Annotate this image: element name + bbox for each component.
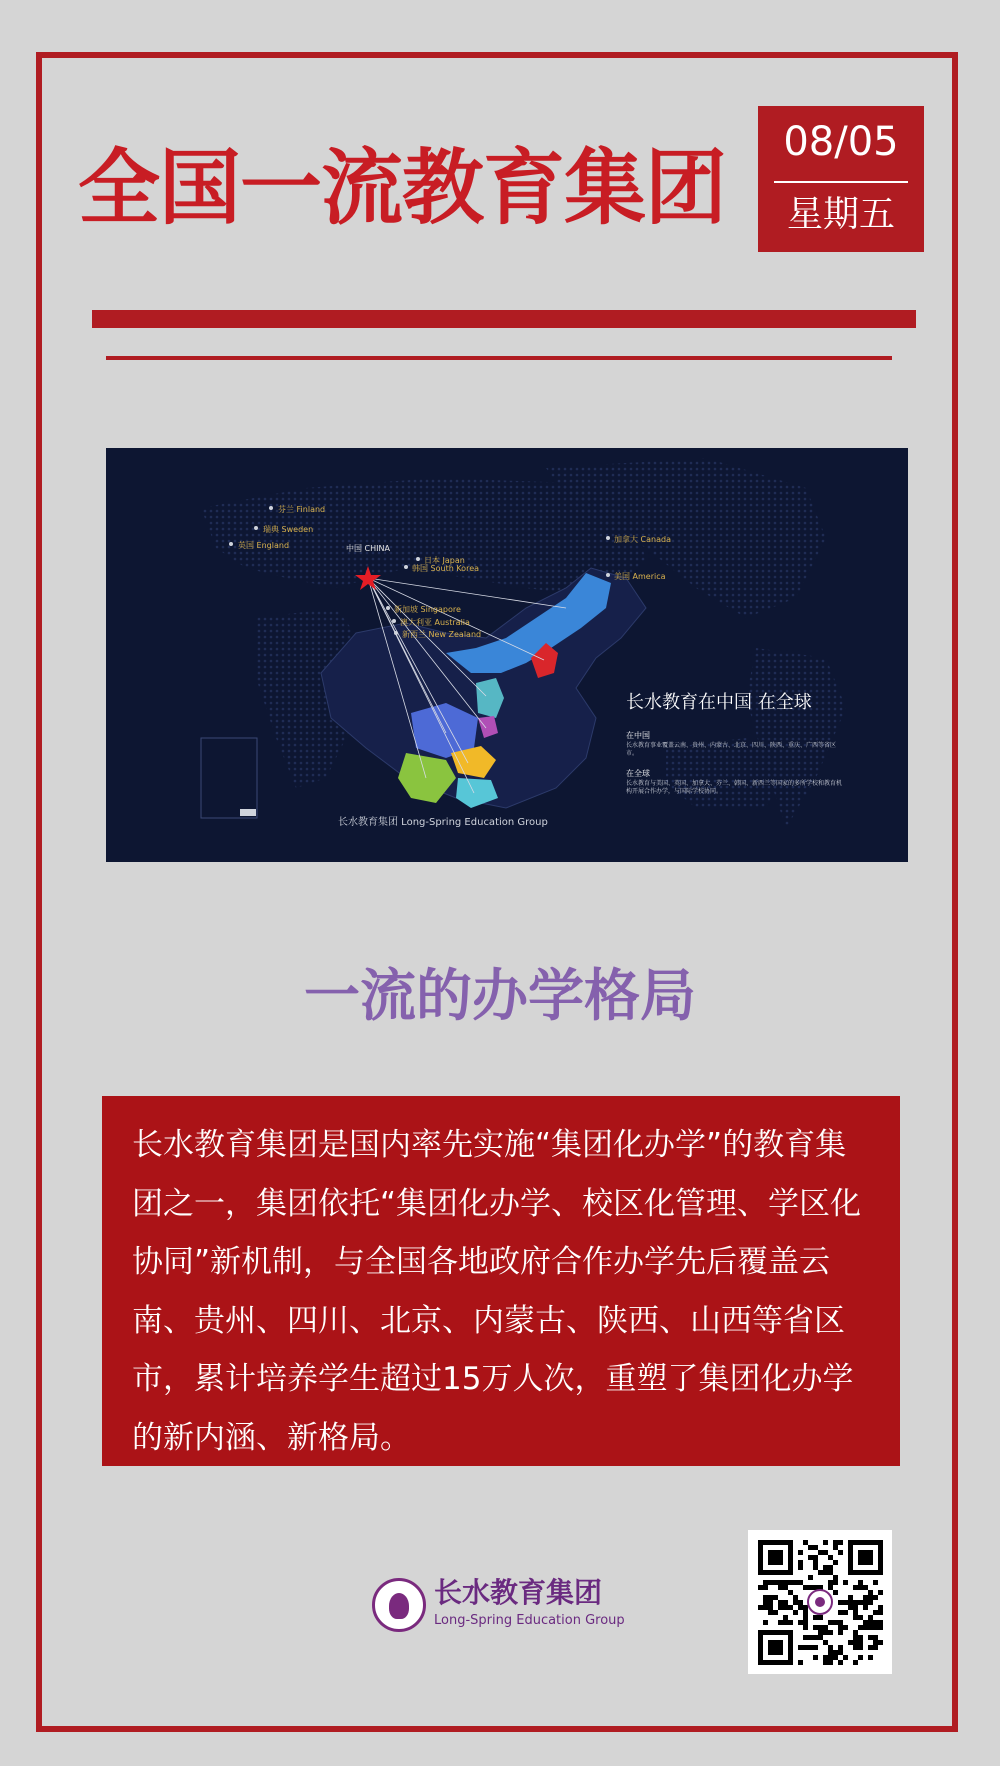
map-logo-text: 长水教育集团 Long-Spring Education Group bbox=[338, 817, 548, 828]
label-new-zealand: 新西兰 New Zealand bbox=[402, 630, 482, 639]
map-in-china-text: 长水教育事业覆盖云南、贵州、内蒙古、北京、四川、陕西、重庆、广西等省区市。 bbox=[626, 742, 837, 757]
map-global-text: 长水教育与美国、英国、加拿大、芬兰、韩国、新西兰等国家的多所学校和教育机构开展合作办学，与国际学校协同。 bbox=[626, 780, 843, 795]
label-singapore: 新加坡 Singapore bbox=[394, 605, 461, 614]
intro-text-box bbox=[102, 1096, 900, 1466]
date-text: 08/05 bbox=[783, 119, 899, 165]
logo-emblem-icon bbox=[372, 1578, 426, 1632]
section-heading: 一流的办学格局 bbox=[304, 964, 696, 1029]
date-divider bbox=[774, 181, 908, 183]
header-thin-rule bbox=[106, 356, 892, 360]
header-thick-rule bbox=[92, 310, 916, 328]
date-badge bbox=[758, 106, 924, 252]
map-heading: 长水教育在中国 在全球 bbox=[626, 692, 812, 713]
label-china: 中国 CHINA bbox=[346, 544, 390, 553]
inset-label-box bbox=[240, 809, 256, 816]
label-canada: 加拿大 Canada bbox=[614, 535, 671, 544]
footer-logo bbox=[372, 1572, 672, 1640]
footer-logo-cn: 长水教育集团 bbox=[434, 1576, 603, 1609]
qr-code-graphic bbox=[748, 1530, 892, 1674]
label-england: 英国 England bbox=[238, 541, 290, 550]
south-china-sea-inset bbox=[201, 738, 257, 818]
weekday-text: 星期五 bbox=[786, 194, 895, 235]
intro-paragraph: 长水教育集团是国内率先实施“集团化办学”的教育集团之一，集团依托“集团化办学、校区化管理、学区化协同”新机制，与全国各地政府合作办学先后覆盖云南、贵州、四川、北京、内蒙古、陕西、山西等省区市，累计培养学生超过15万人次，重塑了集团化办学的新内涵、新格局。 bbox=[132, 1127, 862, 1456]
label-korea: 韩国 South Korea bbox=[412, 564, 480, 573]
footer-logo-en: Long-Spring Education Group bbox=[434, 1613, 625, 1628]
label-sweden: 瑞典 Sweden bbox=[263, 525, 314, 534]
world-map-image bbox=[106, 448, 908, 862]
label-australia: 澳大利亚 Australia bbox=[400, 618, 470, 627]
label-japan: 日本 Japan bbox=[424, 556, 465, 565]
qr-code-image bbox=[748, 1530, 892, 1674]
label-america: 美国 America bbox=[614, 572, 666, 581]
page-title: 全国一流教育集团 bbox=[78, 140, 727, 236]
map-global-title: 在全球 bbox=[626, 769, 650, 778]
map-graphic bbox=[106, 448, 908, 862]
map-in-china-title: 在中国 bbox=[626, 731, 650, 740]
page-border-frame bbox=[36, 52, 958, 1732]
label-finland: 芬兰 Finland bbox=[278, 505, 326, 514]
